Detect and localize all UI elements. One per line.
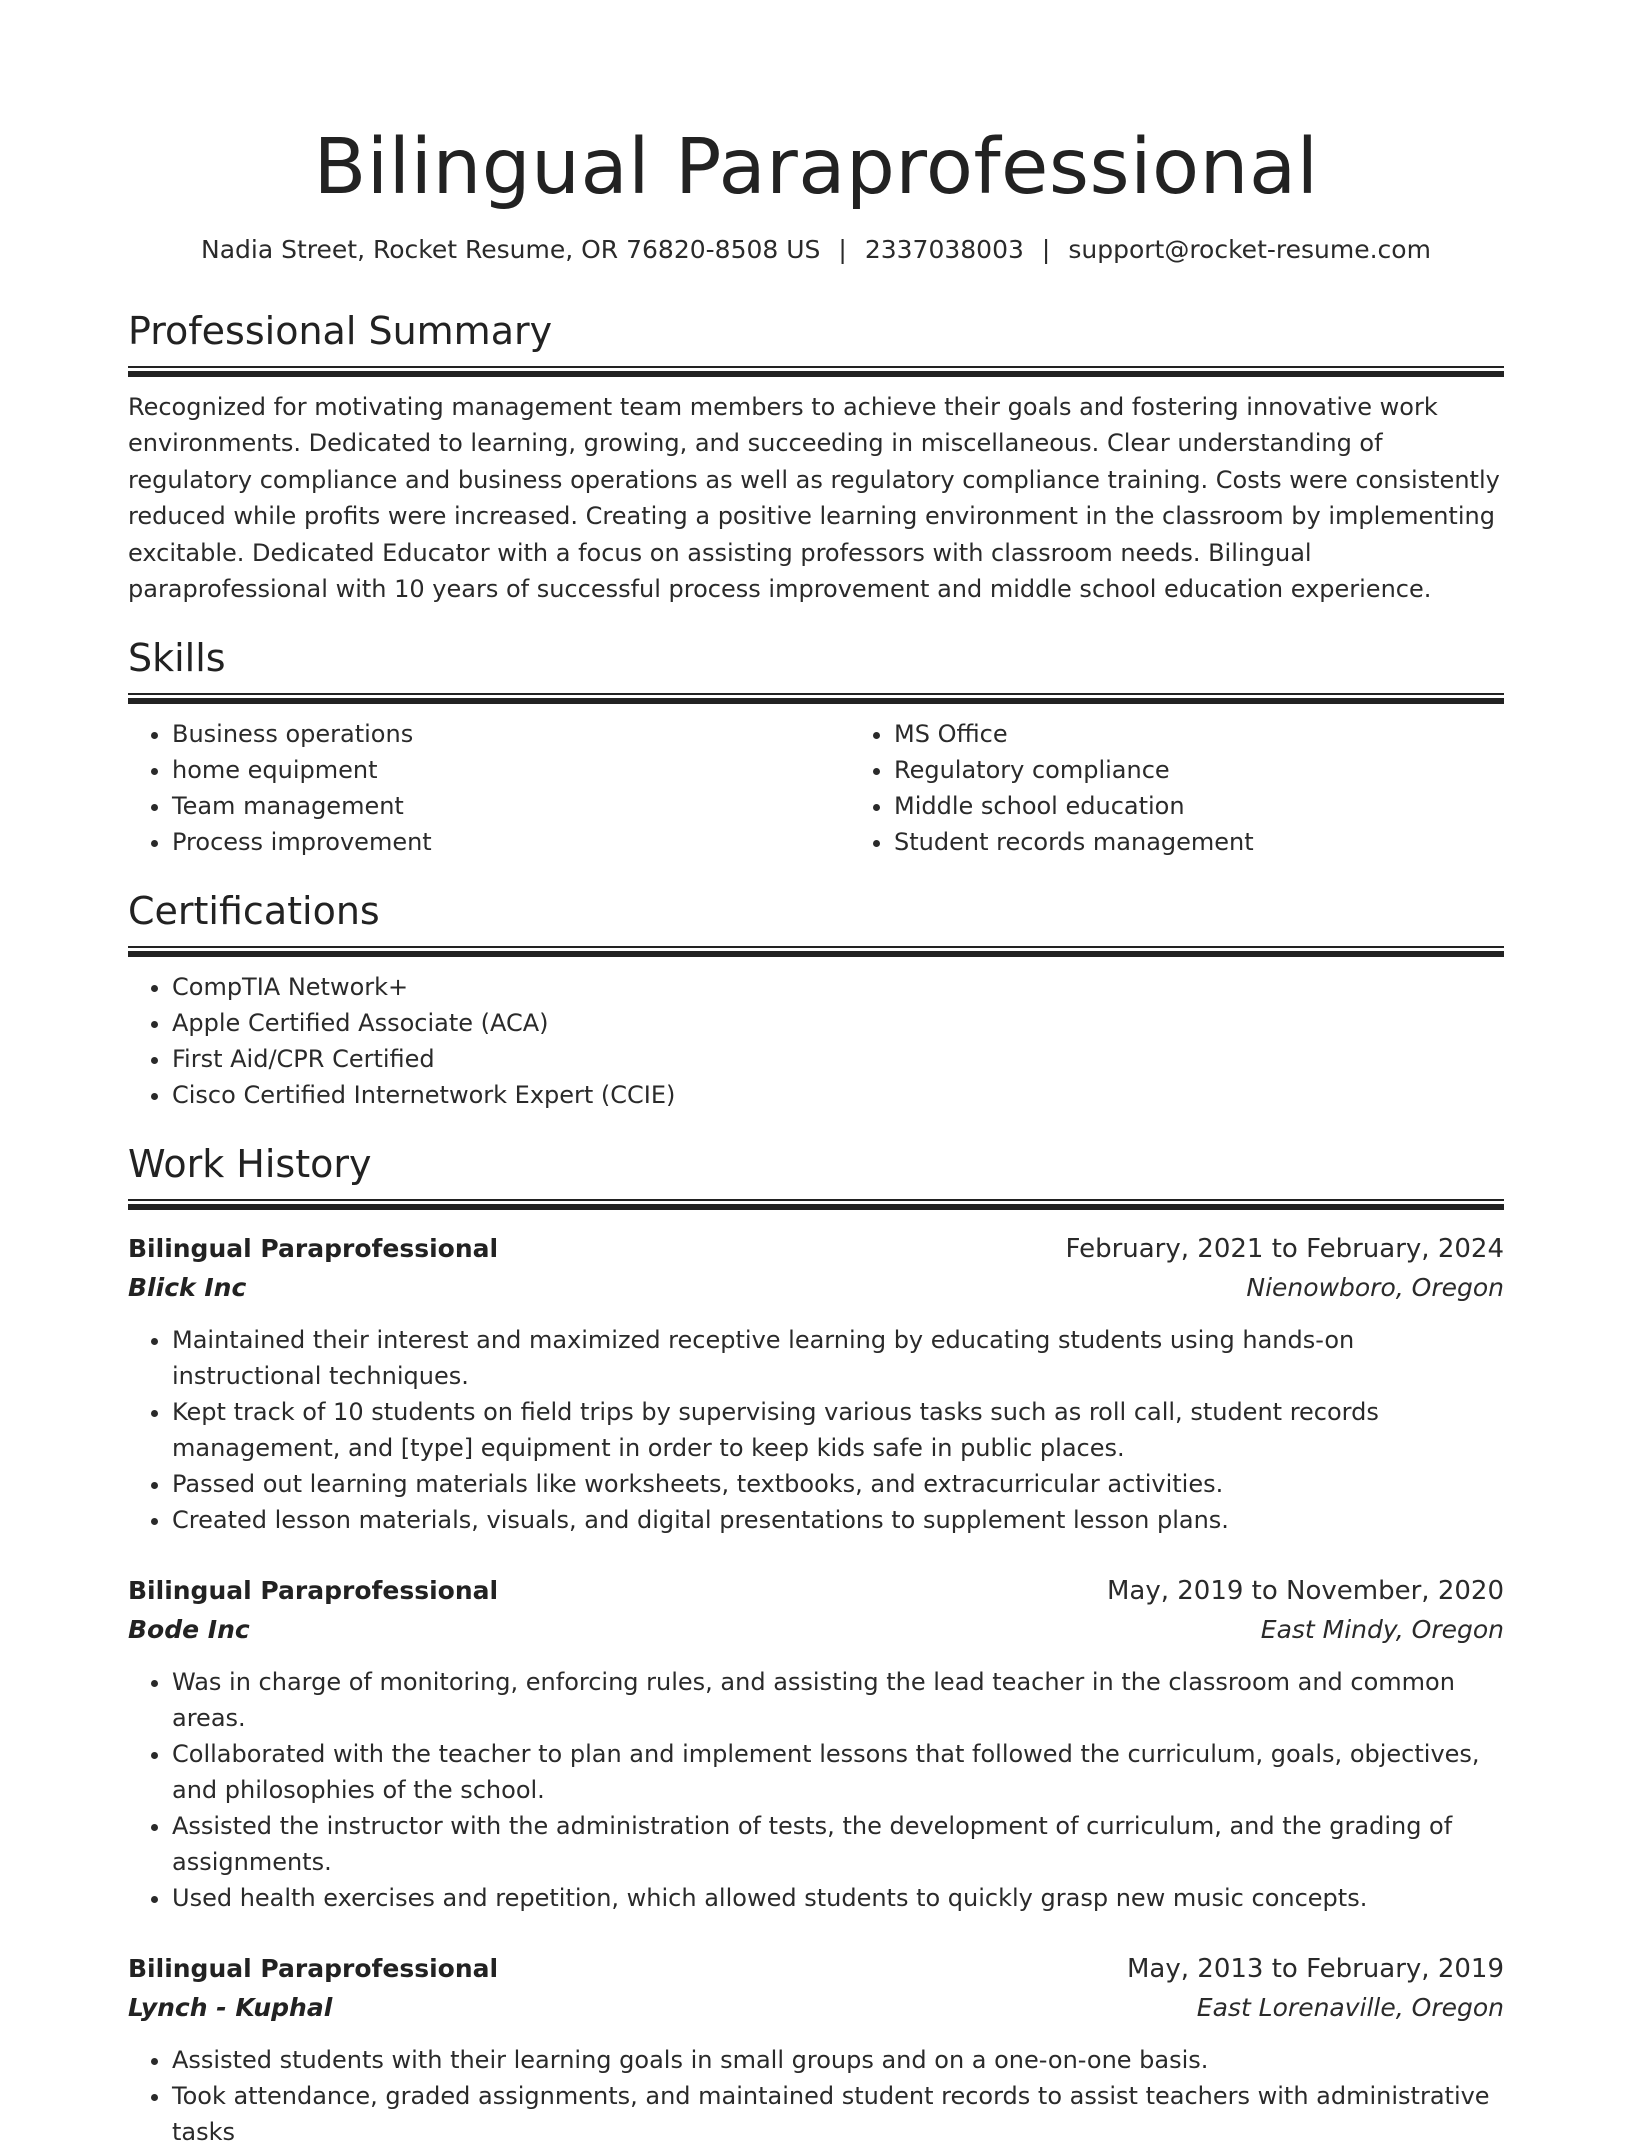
job-bullet: • Collaborated with the teacher to plan and implement lessons that followed the curriculum, goals, objectives, and philosophies of the school.: [172, 1736, 1504, 1808]
skill-item: • Business operations: [172, 716, 850, 752]
job-bullet: • Created lesson materials, visuals, and digital presentations to supplement lesson plans.: [172, 1502, 1504, 1538]
job-title: Bilingual Paraprofessional: [128, 1954, 499, 1984]
skills-columns: [128, 704, 1504, 860]
section-divider: [128, 1199, 1504, 1210]
job-bullets: [128, 1664, 1504, 1916]
skill-item: • Process improvement: [172, 824, 850, 860]
job-company: Bode Inc: [128, 1615, 250, 1645]
job-bullet: • Was in charge of monitoring, enforcing rules, and assisting the lead teacher in the classroom and common areas.: [172, 1664, 1504, 1736]
job-header-row: [128, 1230, 1504, 1268]
contact-address: Nadia Street, Rocket Resume, OR 76820-8508 US: [201, 235, 821, 264]
section-title-skills: Skills: [128, 636, 226, 681]
job-company: Blick Inc: [128, 1273, 247, 1303]
job-title: Bilingual Paraprofessional: [128, 1234, 499, 1264]
contact-email: support@rocket-resume.com: [1068, 235, 1431, 264]
contact-separator: |: [1041, 235, 1051, 264]
job-location: East Lorenaville, Oregon: [1196, 1993, 1504, 2023]
certifications-list: [128, 969, 1504, 1113]
section-divider: [128, 946, 1504, 957]
contact-phone: 2337038003: [864, 235, 1024, 264]
job-entry: [128, 1950, 1504, 2150]
job-header-row: [128, 1950, 1504, 1988]
contact-line: [128, 234, 1504, 266]
contact-separator: |: [838, 235, 847, 264]
resume-name: Bilingual Paraprofessional: [313, 123, 1319, 212]
job-header-row: [128, 1572, 1504, 1610]
certification-item: • CompTIA Network+: [172, 969, 1504, 1005]
certification-item: • Apple Certified Associate (ACA): [172, 1005, 1504, 1041]
job-bullet: • Assisted the instructor with the administration of tests, the development of curriculum, and the grading of assignments.: [172, 1808, 1504, 1880]
section-divider: [128, 366, 1504, 377]
job-location: Nienowboro, Oregon: [1246, 1273, 1504, 1303]
section-title-work-history: Work History: [128, 1142, 372, 1187]
certification-item: • First Aid/CPR Certified: [172, 1041, 1504, 1077]
job-bullet: • Assisted students with their learning goals in small groups and on a one-on-one basis.: [172, 2042, 1504, 2078]
job-bullet: • Took attendance, graded assignments, and maintained student records to assist teachers with administrative tasks: [172, 2078, 1504, 2150]
job-dates: February, 2021 to February, 2024: [1065, 1234, 1504, 1265]
job-dates: May, 2019 to November, 2020: [1106, 1576, 1504, 1607]
job-entry: [128, 1230, 1504, 1538]
skill-item: • home equipment: [172, 752, 850, 788]
job-location: East Mindy, Oregon: [1260, 1615, 1504, 1645]
job-dates: May, 2013 to February, 2019: [1127, 1954, 1504, 1985]
skill-item: • Student records management: [894, 824, 1572, 860]
skill-item: • Regulatory compliance: [894, 752, 1572, 788]
job-bullet: • Kept track of 10 students on field trips by supervising various tasks such as roll call, student records management, and [type] equipment in order to keep kids safe in public places.: [172, 1394, 1504, 1466]
section-divider: [128, 693, 1504, 704]
skills-list-right: [850, 716, 1572, 860]
job-title: Bilingual Paraprofessional: [128, 1576, 499, 1606]
section-title-summary: Professional Summary: [128, 309, 553, 353]
job-company-row: [128, 1988, 1504, 2028]
skill-item: • Middle school education: [894, 788, 1572, 824]
job-company-row: [128, 1268, 1504, 1308]
job-entry: [128, 1572, 1504, 1916]
job-bullet: • Passed out learning materials like worksheets, textbooks, and extracurricular activities.: [172, 1466, 1504, 1502]
skills-list-left: [128, 716, 850, 860]
skill-item: • MS Office: [894, 716, 1572, 752]
job-bullets: [128, 2042, 1504, 2150]
skill-item: • Team management: [172, 788, 850, 824]
resume-page: [128, 0, 1504, 2150]
job-bullets: [128, 1322, 1504, 1538]
certification-item: • Cisco Certified Internetwork Expert (CCIE): [172, 1077, 1504, 1113]
job-bullet: • Maintained their interest and maximized receptive learning by educating students using hands-on instructional techniques.: [172, 1322, 1504, 1394]
job-company-row: [128, 1610, 1504, 1650]
job-company: Lynch - Kuphal: [128, 1993, 333, 2023]
section-title-certifications: Certifications: [128, 889, 380, 934]
job-bullet: • Used health exercises and repetition, which allowed students to quickly grasp new music concepts.: [172, 1880, 1504, 1916]
summary-text: Recognized for motivating management team members to achieve their goals and fostering innovative work environments. Dedicated to learning, growing, and succeeding in miscellaneous. Clear understanding of regulatory compliance and business operations as well as regulatory compliance training. Costs were consistently reduced while profits were increased. Creating a positive learning environment in the classroom by implementing excitable. Dedicated Educator with a focus on assisting professors with classroom needs. Bilingual paraprofessional with 10 years of successful process improvement and middle school education experience.: [128, 393, 1500, 604]
